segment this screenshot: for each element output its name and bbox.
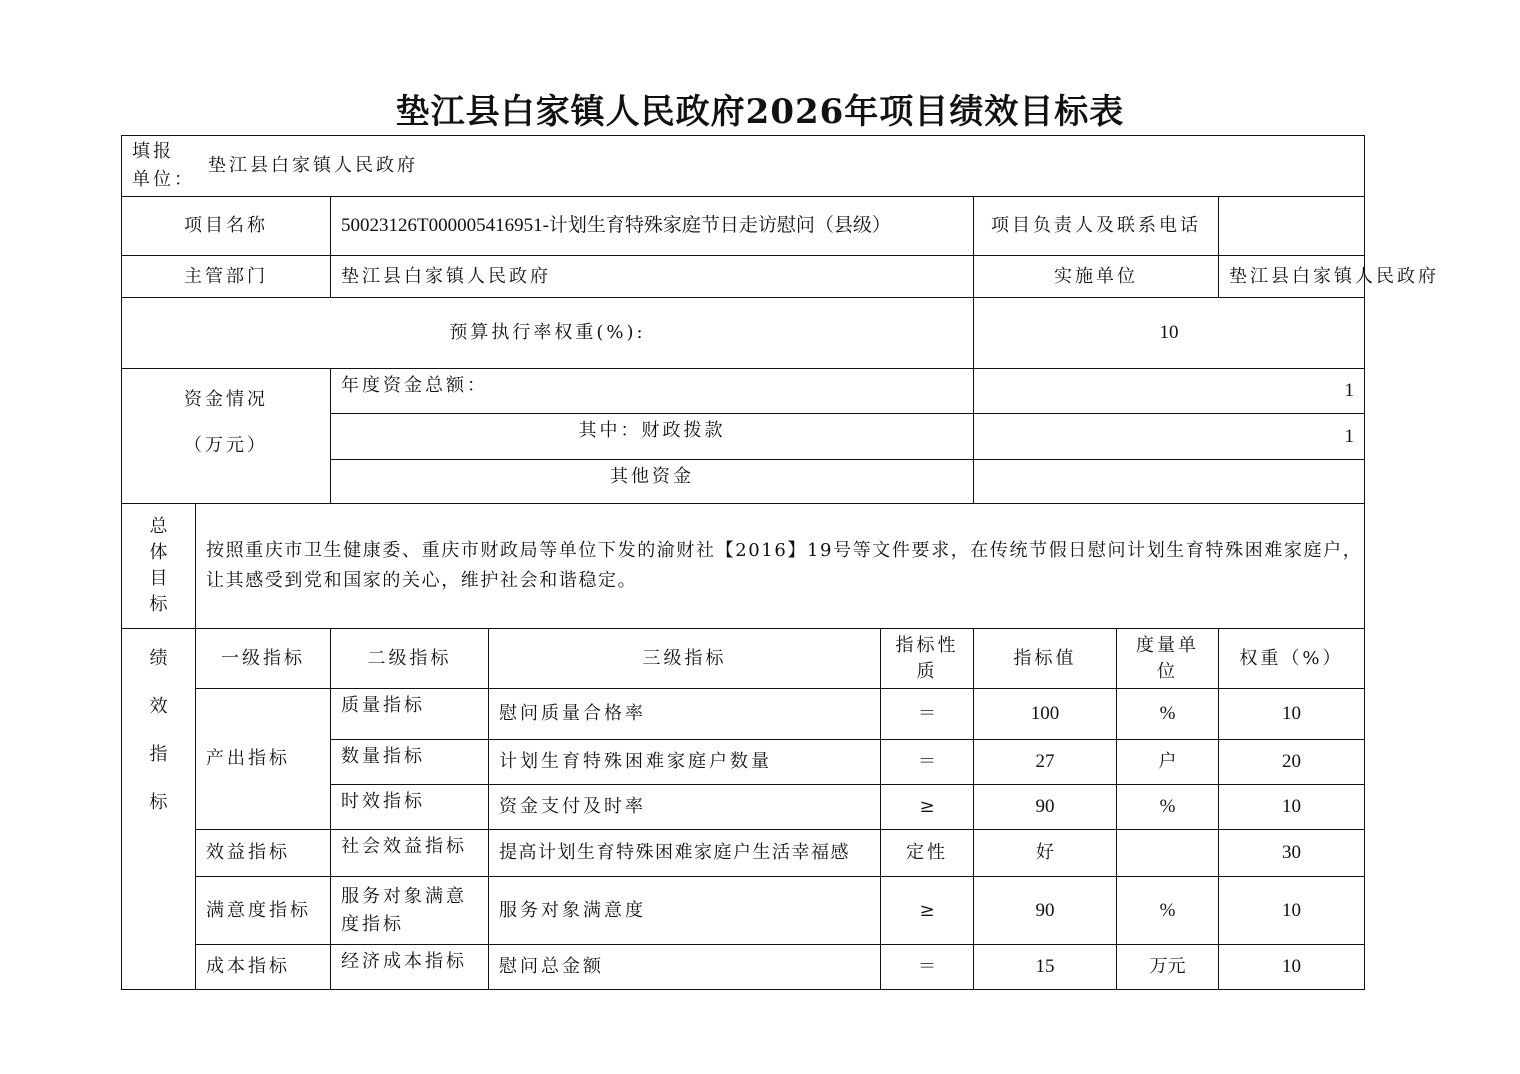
page-title: 垫江县白家镇人民政府2026年项目绩效目标表 [395, 92, 1125, 132]
overall-goal-label-char: 目 [149, 568, 168, 589]
row-nature: ＝ [881, 945, 974, 990]
row-level2-line2: 度指标 [341, 913, 404, 935]
indicator-section-char: 标 [149, 792, 168, 813]
row-level3: 慰问质量合格率 [489, 689, 881, 740]
row-level2: 社会效益指标 [331, 830, 489, 877]
fill-unit-row [122, 136, 1365, 197]
overall-goal-label-char: 标 [149, 594, 168, 615]
indicator-row [122, 689, 1365, 740]
funds-other-label: 其他资金 [331, 460, 974, 504]
row-level3: 提高计划生育特殊困难家庭户生活幸福感 [489, 830, 881, 877]
row-level3: 慰问总金额 [489, 945, 881, 990]
indicator-section-char: 指 [149, 744, 168, 765]
row-nature: ≥ [881, 785, 974, 830]
overall-goal-text-line1: 按照重庆市卫生健康委、重庆市财政局等单位下发的渝财社【2016】19号等文件要求，在传统节假日慰问计划生育特殊困难家庭户， [206, 540, 1363, 561]
row-level2: 数量指标 [331, 740, 489, 785]
funds-fiscal-value: 1 [974, 414, 1365, 460]
funds-total-row [122, 369, 1365, 414]
row-unit: 户 [1117, 740, 1219, 785]
row-value: 100 [974, 689, 1117, 740]
indicator-row [122, 830, 1365, 877]
group-satisfaction: 满意度指标 [196, 877, 331, 945]
project-owner-label: 项目负责人及联系电话 [974, 197, 1219, 256]
fill-unit-value: 垫江县白家镇人民政府 [208, 155, 418, 176]
budget-rate-value: 10 [974, 298, 1365, 369]
row-value: 15 [974, 945, 1117, 990]
project-name-label: 项目名称 [122, 197, 331, 256]
row-value: 90 [974, 877, 1117, 945]
row-nature: ≥ [881, 877, 974, 945]
header-weight: 权重（%） [1219, 629, 1365, 689]
funds-label [122, 369, 331, 504]
row-unit [1117, 830, 1219, 877]
indicator-row [122, 945, 1365, 990]
funds-fiscal-label: 其中：财政拨款 [331, 414, 974, 460]
row-unit: % [1117, 689, 1219, 740]
funds-label-line1: 资金情况 [184, 389, 268, 410]
header-value: 指标值 [974, 629, 1117, 689]
indicator-section-char: 效 [149, 696, 168, 717]
project-owner-value [1219, 197, 1365, 256]
row-weight: 20 [1219, 740, 1365, 785]
row-level2: 经济成本指标 [331, 945, 489, 990]
indicator-section-label [122, 629, 196, 990]
header-nature-line2: 质 [916, 660, 938, 682]
overall-goal-label-char: 总 [149, 516, 168, 537]
budget-rate-label: 预算执行率权重(%): [122, 298, 974, 369]
header-level3: 三级指标 [489, 629, 881, 689]
funds-total-label: 年度资金总额： [331, 369, 974, 414]
funds-label-line2: （万元） [184, 435, 268, 456]
department-row [122, 256, 1365, 298]
dept-value: 垫江县白家镇人民政府 [331, 256, 974, 298]
row-level3: 服务对象满意度 [489, 877, 881, 945]
overall-goal-label-char: 体 [149, 542, 168, 563]
header-level2: 二级指标 [331, 629, 489, 689]
header-nature-line1: 指标性 [895, 634, 959, 656]
row-nature: ＝ [881, 740, 974, 785]
project-name-value: 50023126T000005416951-计划生育特殊家庭节日走访慰问（县级） [331, 197, 974, 256]
fill-unit-label-line1: 填报 [132, 141, 174, 162]
overall-goal-label [122, 504, 196, 629]
row-nature: 定性 [881, 830, 974, 877]
overall-goal-text-line2: 让其感受到党和国家的关心，维护社会和谐稳定。 [206, 570, 638, 591]
indicator-header-row [122, 629, 1365, 689]
funds-other-value [974, 460, 1365, 504]
indicator-section-char: 绩 [149, 648, 168, 669]
row-level2 [331, 877, 489, 945]
row-level3: 计划生育特殊困难家庭户数量 [489, 740, 881, 785]
row-weight: 10 [1219, 945, 1365, 990]
header-level1: 一级指标 [196, 629, 331, 689]
row-weight: 10 [1219, 877, 1365, 945]
row-value: 90 [974, 785, 1117, 830]
fill-unit-label-line2: 单位： [132, 169, 195, 190]
row-value: 27 [974, 740, 1117, 785]
row-level3: 资金支付及时率 [489, 785, 881, 830]
impl-label: 实施单位 [974, 256, 1219, 298]
dept-label: 主管部门 [122, 256, 331, 298]
row-unit: 万元 [1117, 945, 1219, 990]
header-unit: 度量单位 [1117, 629, 1219, 689]
row-unit: % [1117, 785, 1219, 830]
performance-target-table [121, 135, 1439, 990]
group-cost: 成本指标 [196, 945, 331, 990]
row-weight: 30 [1219, 830, 1365, 877]
row-level2: 时效指标 [331, 785, 489, 830]
row-nature: ＝ [881, 689, 974, 740]
group-benefit: 效益指标 [196, 830, 331, 877]
row-level2-line1: 服务对象满意 [341, 885, 467, 907]
budget-rate-row [122, 298, 1365, 369]
impl-value: 垫江县白家镇人民政府 [1219, 256, 1365, 298]
overall-goal-row [122, 504, 1365, 629]
fill-unit-cell [122, 136, 1365, 197]
row-unit: % [1117, 877, 1219, 945]
row-weight: 10 [1219, 785, 1365, 830]
row-value: 好 [974, 830, 1117, 877]
group-output: 产出指标 [196, 689, 331, 830]
overall-goal-text [196, 504, 1365, 629]
header-nature [881, 629, 974, 689]
project-name-row [122, 197, 1365, 256]
row-level2: 质量指标 [331, 689, 489, 740]
row-weight: 10 [1219, 689, 1365, 740]
indicator-row [122, 877, 1365, 945]
funds-total-value: 1 [974, 369, 1365, 414]
